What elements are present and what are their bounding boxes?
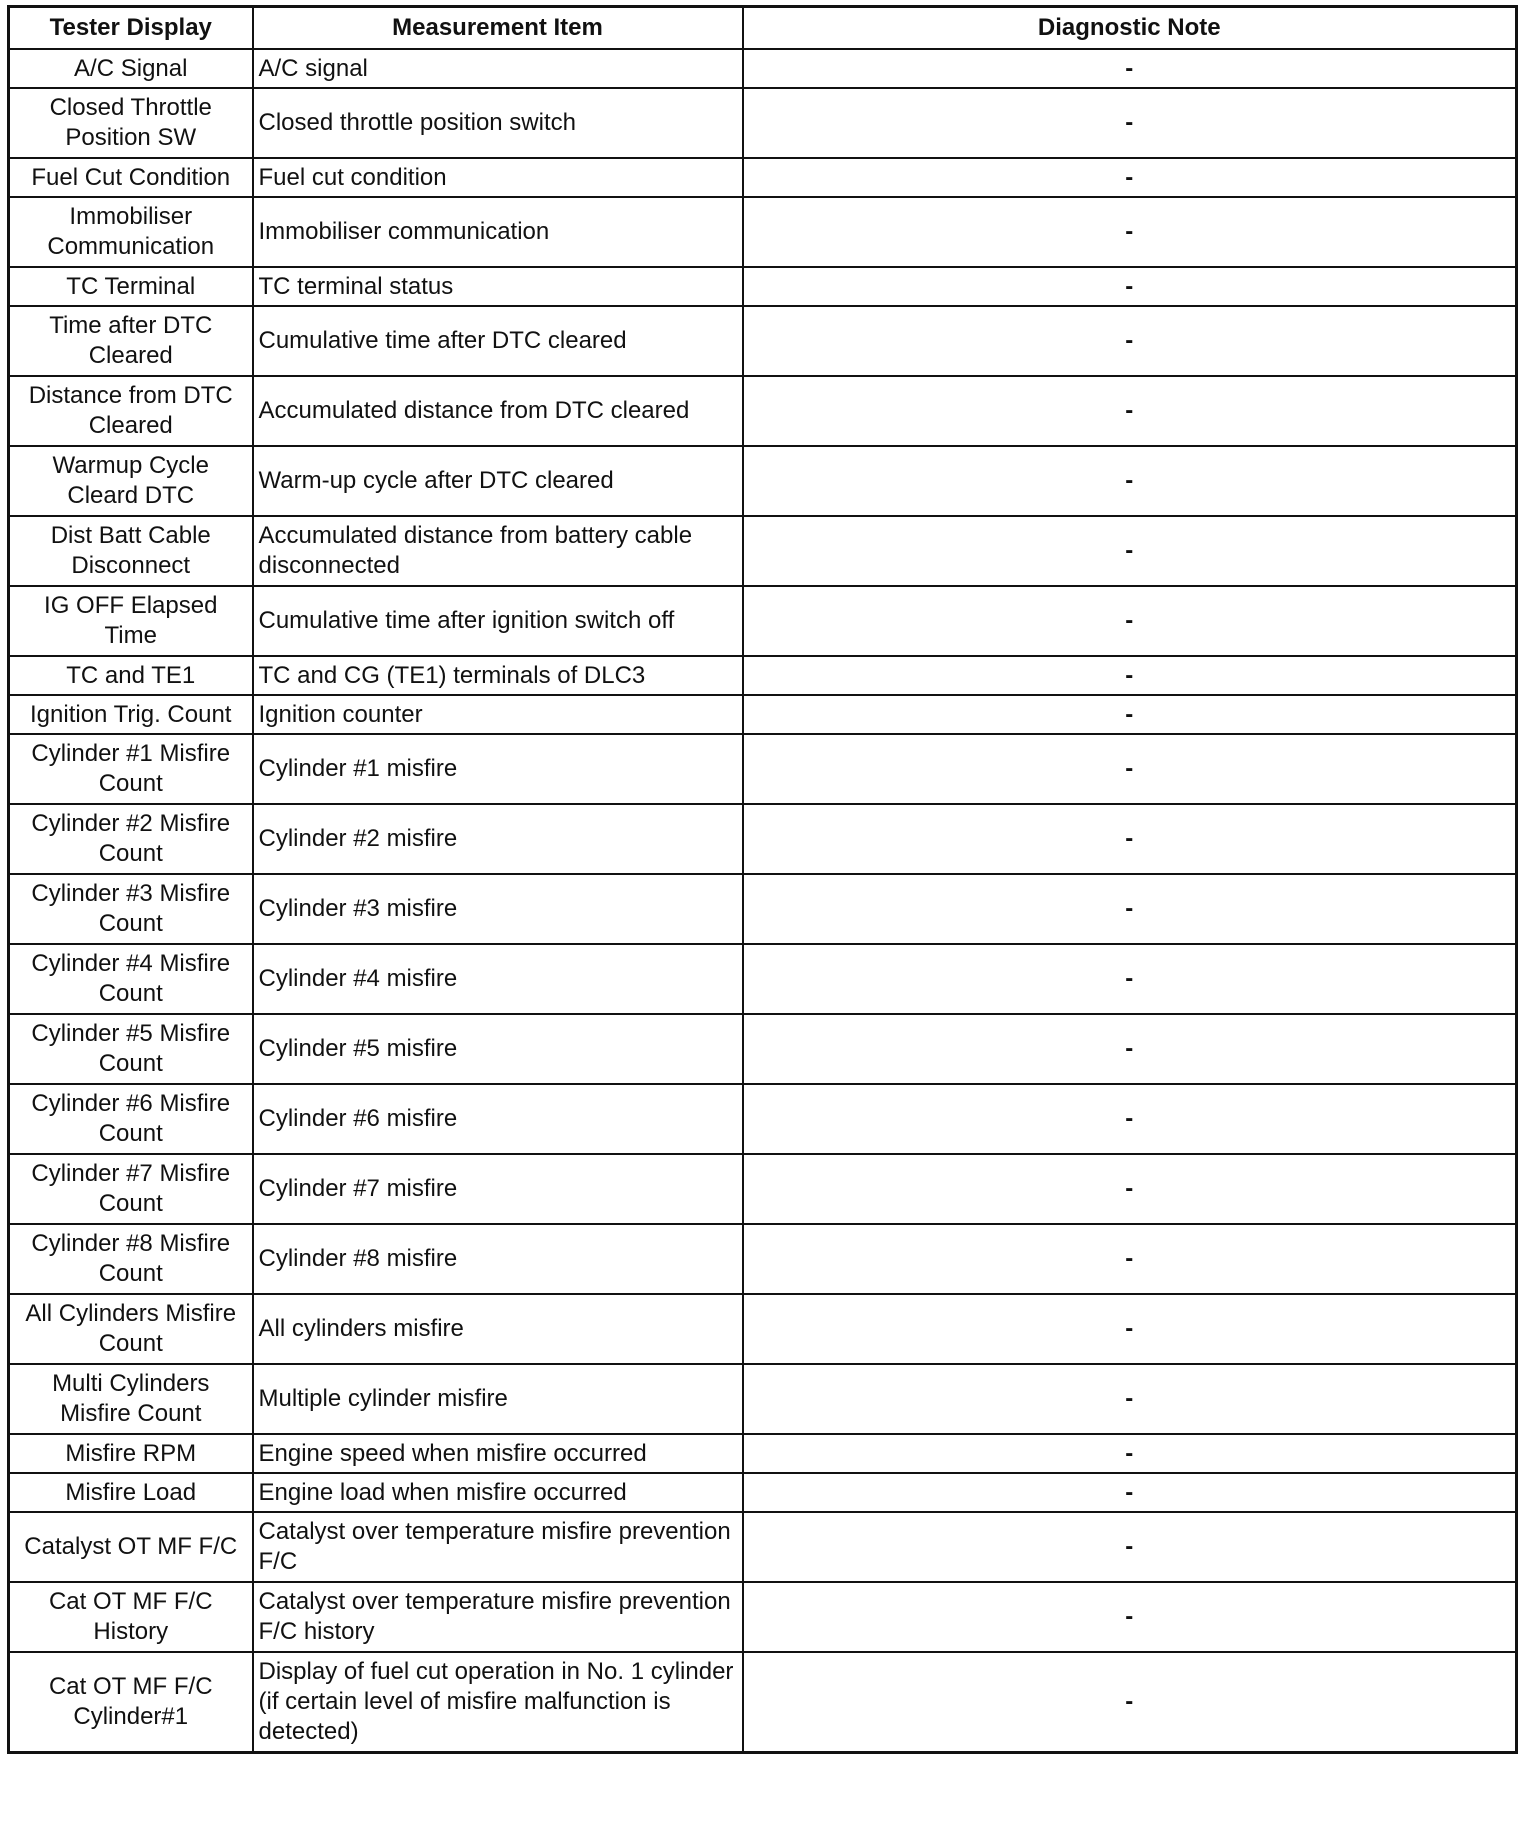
table-row <box>9 267 1517 306</box>
tester-display-cell: Warmup Cycle Cleard DTC <box>9 446 253 516</box>
table-row <box>9 158 1517 197</box>
diagnostic-note-cell: - <box>743 376 1517 446</box>
tester-display-cell: Cylinder #8 Misfire Count <box>9 1224 253 1294</box>
tester-display-cell: Distance from DTC Cleared <box>9 376 253 446</box>
diagnostic-note-cell: - <box>743 1582 1517 1652</box>
measurement-item-cell: Cylinder #3 misfire <box>253 874 743 944</box>
table-row <box>9 695 1517 734</box>
measurement-item-cell: Catalyst over temperature misfire prevention F/C <box>253 1512 743 1582</box>
table-row <box>9 88 1517 158</box>
diagnostic-note-cell: - <box>743 1224 1517 1294</box>
diagnostic-data-table-container <box>7 5 1515 1754</box>
tester-display-cell: Cylinder #5 Misfire Count <box>9 1014 253 1084</box>
table-row <box>9 656 1517 695</box>
table-row <box>9 1014 1517 1084</box>
measurement-item-cell: Accumulated distance from battery cable disconnected <box>253 516 743 586</box>
tester-display-cell: Ignition Trig. Count <box>9 695 253 734</box>
diagnostic-note-cell: - <box>743 1364 1517 1434</box>
tester-display-cell: Catalyst OT MF F/C <box>9 1512 253 1582</box>
measurement-item-cell: Cylinder #2 misfire <box>253 804 743 874</box>
measurement-item-cell: Closed throttle position switch <box>253 88 743 158</box>
tester-display-cell: Dist Batt Cable Disconnect <box>9 516 253 586</box>
diagnostic-note-cell: - <box>743 88 1517 158</box>
diagnostic-note-cell: - <box>743 267 1517 306</box>
table-row <box>9 1154 1517 1224</box>
diagnostic-note-cell: - <box>743 1434 1517 1473</box>
table-body <box>9 49 1517 1753</box>
diagnostic-note-cell: - <box>743 1014 1517 1084</box>
tester-display-cell: Cylinder #1 Misfire Count <box>9 734 253 804</box>
tester-display-cell: Immobiliser Communication <box>9 197 253 267</box>
table-row <box>9 586 1517 656</box>
diagnostic-note-cell: - <box>743 197 1517 267</box>
diagnostic-note-cell: - <box>743 586 1517 656</box>
measurement-item-cell: A/C signal <box>253 49 743 88</box>
tester-display-cell: Cat OT MF F/C History <box>9 1582 253 1652</box>
diagnostic-note-cell: - <box>743 1652 1517 1753</box>
diagnostic-note-cell: - <box>743 306 1517 376</box>
table-row <box>9 874 1517 944</box>
measurement-item-cell: Multiple cylinder misfire <box>253 1364 743 1434</box>
measurement-item-cell: Warm-up cycle after DTC cleared <box>253 446 743 516</box>
table-row <box>9 1364 1517 1434</box>
table-row <box>9 1434 1517 1473</box>
tester-display-cell: Multi Cylinders Misfire Count <box>9 1364 253 1434</box>
tester-display-cell: Cylinder #7 Misfire Count <box>9 1154 253 1224</box>
table-row <box>9 446 1517 516</box>
diagnostic-note-cell: - <box>743 695 1517 734</box>
measurement-item-cell: Accumulated distance from DTC cleared <box>253 376 743 446</box>
measurement-item-cell: Cylinder #7 misfire <box>253 1154 743 1224</box>
measurement-item-cell: Fuel cut condition <box>253 158 743 197</box>
tester-display-cell: TC and TE1 <box>9 656 253 695</box>
measurement-item-cell: Engine speed when misfire occurred <box>253 1434 743 1473</box>
measurement-item-cell: Catalyst over temperature misfire prevention F/C history <box>253 1582 743 1652</box>
table-header-row <box>9 7 1517 50</box>
measurement-item-cell: Cumulative time after ignition switch off <box>253 586 743 656</box>
tester-display-cell: Cylinder #6 Misfire Count <box>9 1084 253 1154</box>
diagnostic-note-cell: - <box>743 734 1517 804</box>
measurement-item-cell: Display of fuel cut operation in No. 1 cylinder (if certain level of misfire malfunction is detected) <box>253 1652 743 1753</box>
measurement-item-cell: Cylinder #8 misfire <box>253 1224 743 1294</box>
measurement-item-cell: Cylinder #4 misfire <box>253 944 743 1014</box>
header-measurement-item: Measurement Item <box>253 7 743 50</box>
diagnostic-note-cell: - <box>743 1154 1517 1224</box>
tester-display-cell: Closed Throttle Position SW <box>9 88 253 158</box>
diagnostic-data-table <box>7 5 1518 1754</box>
diagnostic-note-cell: - <box>743 1473 1517 1512</box>
diagnostic-note-cell: - <box>743 49 1517 88</box>
table-row <box>9 306 1517 376</box>
measurement-item-cell: Cumulative time after DTC cleared <box>253 306 743 376</box>
tester-display-cell: Cylinder #3 Misfire Count <box>9 874 253 944</box>
measurement-item-cell: Engine load when misfire occurred <box>253 1473 743 1512</box>
diagnostic-note-cell: - <box>743 1512 1517 1582</box>
measurement-item-cell: TC and CG (TE1) terminals of DLC3 <box>253 656 743 695</box>
table-row <box>9 1473 1517 1512</box>
table-row <box>9 1512 1517 1582</box>
measurement-item-cell: Ignition counter <box>253 695 743 734</box>
table-row <box>9 734 1517 804</box>
tester-display-cell: IG OFF Elapsed Time <box>9 586 253 656</box>
tester-display-cell: A/C Signal <box>9 49 253 88</box>
tester-display-cell: TC Terminal <box>9 267 253 306</box>
measurement-item-cell: Immobiliser communication <box>253 197 743 267</box>
measurement-item-cell: All cylinders misfire <box>253 1294 743 1364</box>
diagnostic-note-cell: - <box>743 158 1517 197</box>
diagnostic-note-cell: - <box>743 944 1517 1014</box>
table-row <box>9 804 1517 874</box>
table-row <box>9 197 1517 267</box>
diagnostic-note-cell: - <box>743 1294 1517 1364</box>
diagnostic-note-cell: - <box>743 516 1517 586</box>
measurement-item-cell: Cylinder #6 misfire <box>253 1084 743 1154</box>
measurement-item-cell: TC terminal status <box>253 267 743 306</box>
table-row <box>9 1084 1517 1154</box>
tester-display-cell: Cylinder #4 Misfire Count <box>9 944 253 1014</box>
table-row <box>9 944 1517 1014</box>
header-tester-display: Tester Display <box>9 7 253 50</box>
diagnostic-note-cell: - <box>743 874 1517 944</box>
table-row <box>9 1294 1517 1364</box>
tester-display-cell: Misfire Load <box>9 1473 253 1512</box>
diagnostic-note-cell: - <box>743 656 1517 695</box>
tester-display-cell: Cylinder #2 Misfire Count <box>9 804 253 874</box>
table-row <box>9 516 1517 586</box>
table-row <box>9 1582 1517 1652</box>
diagnostic-note-cell: - <box>743 446 1517 516</box>
tester-display-cell: Misfire RPM <box>9 1434 253 1473</box>
header-diagnostic-note: Diagnostic Note <box>743 7 1517 50</box>
table-row <box>9 1224 1517 1294</box>
table-row <box>9 1652 1517 1753</box>
table-row <box>9 49 1517 88</box>
tester-display-cell: Time after DTC Cleared <box>9 306 253 376</box>
measurement-item-cell: Cylinder #1 misfire <box>253 734 743 804</box>
tester-display-cell: Fuel Cut Condition <box>9 158 253 197</box>
tester-display-cell: All Cylinders Misfire Count <box>9 1294 253 1364</box>
tester-display-cell: Cat OT MF F/C Cylinder#1 <box>9 1652 253 1753</box>
table-row <box>9 376 1517 446</box>
diagnostic-note-cell: - <box>743 804 1517 874</box>
measurement-item-cell: Cylinder #5 misfire <box>253 1014 743 1084</box>
diagnostic-note-cell: - <box>743 1084 1517 1154</box>
